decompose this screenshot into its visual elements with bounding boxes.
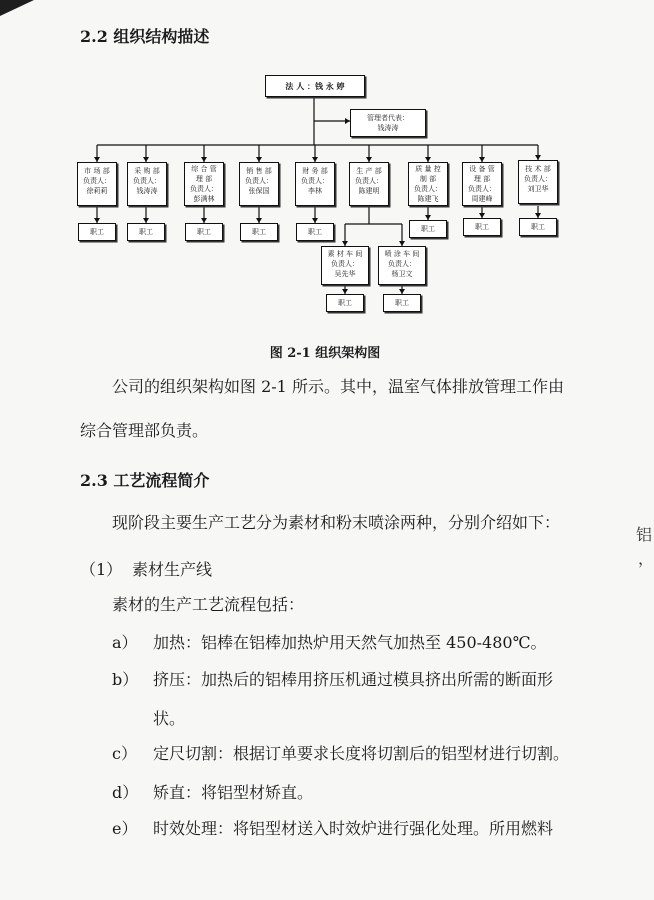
adjacent-page-char: ，	[638, 549, 654, 568]
org-worker: 职工	[78, 223, 116, 241]
org-dept-marketing: 市 场 部 负责人： 徐莉莉	[77, 162, 117, 206]
step-label: a）	[112, 633, 138, 652]
org-worker: 职工	[185, 223, 223, 241]
org-chart	[0, 0, 650, 340]
figure-caption: 图 2-1 组织架构图	[269, 346, 381, 361]
adjacent-page-char: 铝	[636, 525, 653, 544]
org-workshop-spray-coating: 喷 涂 车 间 负责人： 杨卫文	[378, 246, 426, 285]
org-dept-purchasing: 采 购 部 负责人： 钱涛涛	[127, 162, 167, 206]
org-dept-quality-control: 质 量 控 制 部 负责人： 陈建飞	[408, 162, 448, 206]
step-label: b）	[112, 670, 139, 689]
step-text: 加热：铝棒在铝棒加热炉用天然气加热至 450-480℃。	[153, 633, 547, 652]
org-worker: 职工	[519, 218, 557, 236]
org-dept-production: 生 产 部 负责人： 陈建明	[349, 162, 389, 206]
org-worker: 职工	[296, 223, 334, 241]
org-dept-equipment-management: 设 备 管 理 部 负责人： 周建峰	[462, 162, 502, 206]
org-dept-finance: 财 务 部 负责人： 李林	[295, 162, 335, 206]
org-worker: 职工	[409, 220, 447, 238]
org-legal-representative: 法 人 ：钱 永 婷	[265, 75, 365, 97]
step-text: 矫直：将铝型材矫直。	[153, 783, 314, 802]
step-text: 时效处理：将铝型材送入时效炉进行强化处理。所用燃料	[153, 819, 554, 838]
subsection-1-title: 素材生产线	[132, 560, 213, 579]
step-text-continued: 状。	[153, 709, 186, 728]
org-workshop-raw-material: 素 材 车 间 负责人： 吴先华	[321, 246, 369, 285]
org-worker: 职工	[240, 223, 278, 241]
step-label: e）	[112, 819, 138, 838]
org-dept-sales: 销 售 部 负责人： 张保国	[239, 162, 279, 206]
org-dept-technical: 技 术 部 负责人： 刘卫华	[518, 160, 558, 204]
step-text: 定尺切割：根据订单要求长度将切割后的铝型材进行切割。	[153, 744, 570, 763]
org-dept-general-management: 综 合 管 理 部 负责人： 彭满林	[184, 162, 224, 206]
section-2-3-heading: 2.3 工艺流程简介	[80, 471, 210, 490]
org-worker: 职工	[463, 218, 501, 236]
subsection-1-intro: 素材的生产工艺流程包括：	[112, 595, 305, 614]
org-worker: 职工	[326, 294, 364, 312]
process-intro: 现阶段主要生产工艺分为素材和粉末喷涂两种，分别介绍如下：	[112, 513, 561, 532]
paragraph-org-line-1: 公司的组织架构如图 2-1 所示。其中，温室气体排放管理工作由	[112, 377, 564, 396]
org-management-representative: 管理者代表： 钱涛涛	[350, 109, 426, 137]
step-text: 挤压：加热后的铝棒用挤压机通过模具挤出所需的断面形	[153, 670, 554, 689]
org-worker: 职工	[127, 223, 165, 241]
paragraph-org-line-2: 综合管理部负责。	[80, 421, 209, 440]
step-label: d）	[112, 783, 139, 802]
section-2-2-heading: 2.2 组织结构描述	[80, 27, 210, 46]
org-worker: 职工	[383, 294, 421, 312]
subsection-1-number: （1）	[80, 560, 123, 579]
step-label: c）	[112, 744, 137, 763]
